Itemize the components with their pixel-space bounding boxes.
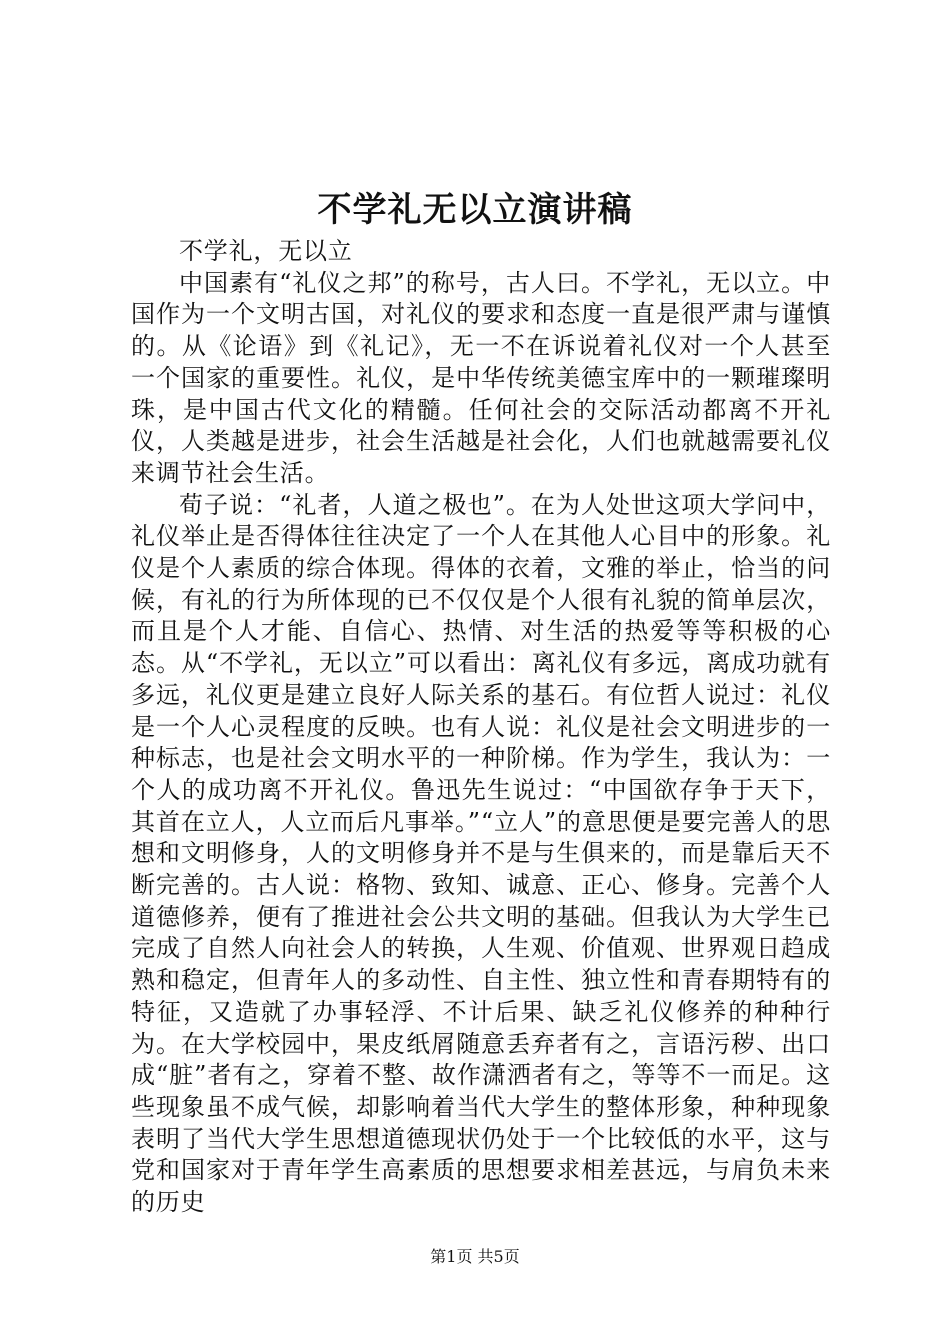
document-title: 不学礼无以立演讲稿 [317, 190, 633, 230]
page-number-footer: 第1页 共5页 [430, 1247, 520, 1266]
document-body [131, 236, 831, 1219]
paragraph: 中国素有“礼仪之邦”的称号，古人曰。不学礼，无以立。中国作为一个文明古国，对礼仪的要求和态度一直是很严肃与谨慎的。从《论语》到《礼记》，无一不在诉说着礼仪对一个人甚至一个国家的重要性。礼仪，是中华传统美德宝库中的一颗璀璨明珠，是中国古代文化的精髓。任何社会的交际活动都离不开礼仪，人类越是进步，社会生活越是社会化，人们也就越需要礼仪来调节社会生活。 [131, 268, 831, 487]
paragraph-heading: 不学礼，无以立 [179, 237, 353, 265]
paragraph: 荀子说：“礼者，人道之极也”。在为人处世这项大学问中，礼仪举止是否得体往往决定了一个人在其他人心目中的形象。礼仪是个人素质的综合体现。得体的衣着，文雅的举止，恰当的问候，有礼的行为所体现的已不仅仅是个人很有礼貌的简单层次，而且是个人才能、自信心、热情、对生活的热爱等等积极的心态。从“不学礼，无以立”可以看出：离礼仪有多远，离成功就有多远，礼仪更是建立良好人际关系的基石。有位哲人说过：礼仪是一个人心灵程度的反映。也有人说：礼仪是社会文明进步的一种标志，也是社会文明水平的一种阶梯。作为学生，我认为：一个人的成功离不开礼仪。鲁迅先生说过：“中国欲存争于天下，其首在立人，人立而后凡事举。”“立人”的意思便是要完善人的思想和文明修身，人的文明修身并不是与生俱来的，而是靠后天不断完善的。古人说：格物、致知、诚意、正心、修身。完善个人道德修养，便有了推进社会公共文明的基础。但我认为大学生已完成了自然人向社会人的转换，人生观、价值观、世界观日趋成熟和稳定，但青年人的多动性、自主性、独立性和青春期特有的特征，又造就了办事轻浮、不计后果、缺乏礼仪修养的种种行为。在大学校园中，果皮纸屑随意丢弃者有之，言语污秽、出口成“脏”者有之，穿着不整、故作潇洒者有之，等等不一而足。这些现象虽不成气候，却影响着当代大学生的整体形象，种种现象表明了当代大学生思想道德现状仍处于一个比较低的水平，这与党和国家对于青年学生高素质的思想要求相差甚远，与肩负未来的历史 [131, 490, 831, 1217]
